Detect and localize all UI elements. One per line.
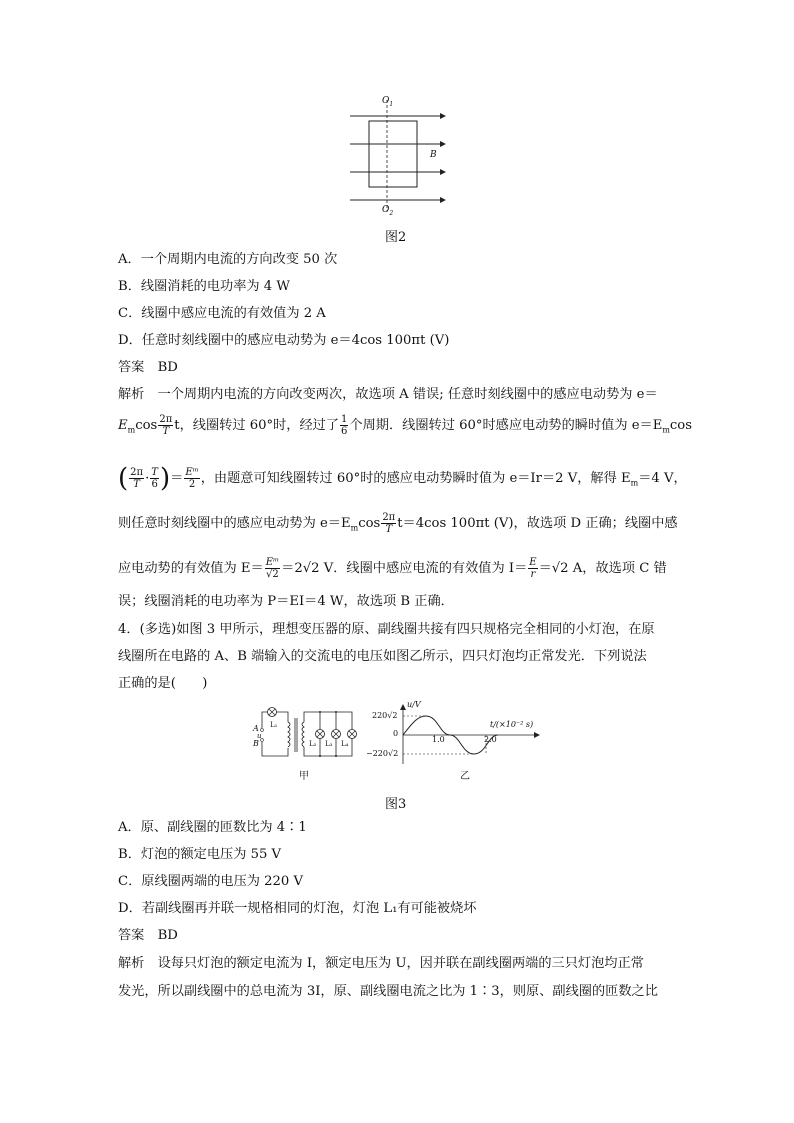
circuit-label-l4: L₄ (341, 740, 349, 748)
circuit-label-u: u (257, 732, 262, 740)
q4-stem-line-3: 正确的是( ) (118, 676, 208, 691)
q3-answer: 答案 BD (118, 360, 178, 375)
figure-3-caption: 图3 (385, 797, 407, 812)
wave-ymax: 220√2 (372, 711, 398, 720)
figure-3-jia: 甲 (299, 771, 309, 782)
q4-option-d: D．若副线圈再并联一规格相同的灯泡，灯泡 L₁有可能被烧坏 (118, 901, 477, 916)
q4-option-c: C．原线圈两端的电压为 220 V (118, 874, 304, 889)
q3-option-b: B．线圈消耗的电功率为 4 W (118, 279, 290, 294)
q3-option-d: D．任意时刻线圈中的感应电动势为 e＝4cos 100πt (V) (118, 333, 450, 348)
wave-t2: 2.0 (484, 735, 497, 744)
circuit-label-a: A (253, 724, 259, 733)
q4-analysis-line-2: 发光，所以副线圈中的总电流为 3I，原、副线圈电流之比为 1∶3，则原、副线圈的匝数之比 (118, 984, 658, 999)
wave-t-axis: t/(×10⁻² s) (490, 720, 534, 729)
circuit-label-l1: L₁ (270, 721, 278, 729)
label-o2: $O_2$ (382, 205, 394, 217)
wave-t1: 1.0 (432, 735, 445, 744)
q4-stem-line-1: 4．(多选)如图 3 甲所示，理想变压器的原、副线圈共接有四只规格完全相同的小灯泡，在原 (118, 622, 655, 637)
circuit-label-l2: L₂ (309, 740, 317, 748)
figure-2-caption: 图2 (385, 230, 407, 245)
q3-analysis-line-3: ( $\frac{2\pi}{T}$ · $\frac{T}{6}$ )＝ $\frac{\text{Eᵐ}}{2}$ ，由题意可知线圈转过 60°时的感应电动势瞬时值为 e＝Ir＝2 V，解得 $E_m=4$ V， (118, 463, 687, 494)
figure-3-yi: 乙 (460, 771, 470, 782)
label-b: B (430, 150, 437, 160)
q3-analysis-line-1: 解析 一个周期内电流的方向改变两次，故选项 A 错误; 任意时刻线圈中的感应电动势为 e＝ (118, 387, 658, 402)
circuit-label-l3: L₃ (325, 740, 333, 748)
q3-analysis-line-5: 应电动势的有效值为 E＝ $\frac{\text{Eᵐ}}{√2}$ ＝2√2 V．线圈中感应电流的有效值为 I＝ $\frac{E}{r}$ ＝√2 A，故选项 C 错 (118, 557, 667, 580)
q4-analysis-line-1: 解析 设每只灯泡的额定电流为 I，额定电压为 U，因并联在副线圈两端的三只灯泡均正常 (118, 956, 644, 971)
q4-option-a: A．原、副线圈的匝数比为 4∶1 (118, 820, 307, 835)
q4-answer: 答案 BD (118, 928, 178, 943)
wave-u-axis: u/V (407, 700, 421, 709)
q4-option-b: B．灯泡的额定电压为 55 V (118, 847, 282, 862)
q3-analysis-line-2: $E_m\cos$ $\frac{2\pi}{T}$ t，线圈转过 60°时，经过了 $\frac{1}{6}$ 个周期．线圈转过 60°时感应电动势的瞬时值为 $e=E_m\cos$ (118, 414, 693, 437)
figure-3-circuit (248, 704, 360, 766)
q3-analysis-line-6: 误；线圈消耗的电功率为 P＝EI＝4 W，故选项 B 正确． (118, 594, 454, 609)
wave-zero: 0 (393, 729, 399, 738)
q3-analysis-line-4: 则任意时刻线圈中的感应电动势为 $e=E_m\cos$ $\frac{2\pi}{T}$ t＝4cos 100πt (V)，故选项 D 正确；线圈中感 (118, 512, 678, 535)
q3-option-c: C．线圈中感应电流的有效值为 2 A (118, 306, 326, 321)
circuit-label-b: B (253, 739, 259, 748)
q4-stem-line-2: 线圈所在电路的 A、B 端输入的交流电的电压如图乙所示，四只灯泡均正常发光．下列说法 (118, 649, 647, 664)
label-o1: $O_1$ (382, 96, 394, 108)
q3-option-a: A．一个周期内电流的方向改变 50 次 (118, 252, 338, 267)
wave-ymin: −220√2 (366, 749, 399, 758)
